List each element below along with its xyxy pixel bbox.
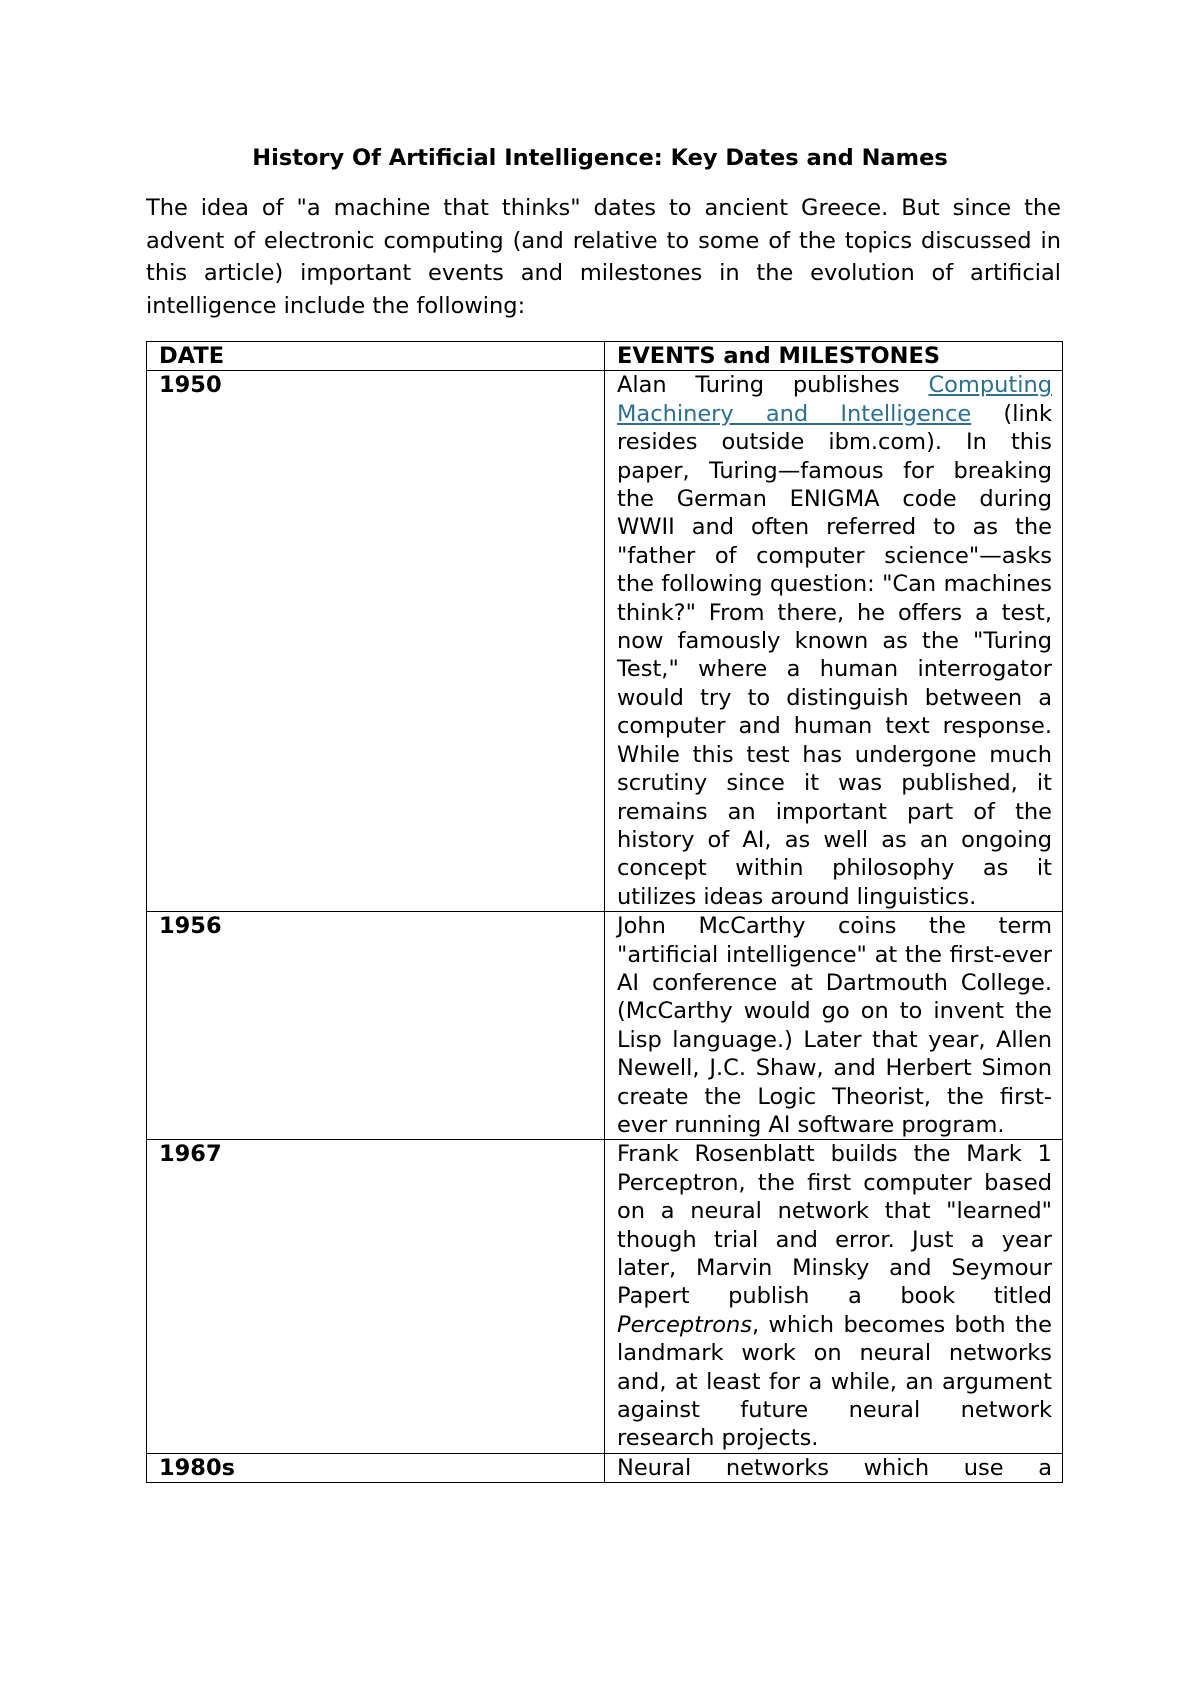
- table-row: [147, 371, 1063, 912]
- document-title: History Of Artificial Intelligence: Key Dates and Names: [252, 145, 948, 171]
- intro-paragraph: The idea of "a machine that thinks" dates to ancient Greece. But since the advent of electronic computing (and relative to some of the topics discussed in this article) important events and milestones in the evolution of artificial intelligence include the following:: [146, 195, 1061, 319]
- row-date: 1980s: [147, 1453, 605, 1482]
- event-text: Frank Rosenblatt builds the Mark 1 Perceptron, the first computer based on a neural network that "learned" though trial and error. Just a year later, Marvin Minsky and Seymour Papert publish a book titled: [617, 1141, 1052, 1310]
- header-date: DATE: [147, 342, 605, 371]
- table-row: [147, 1140, 1063, 1453]
- row-event: John McCarthy coins the term "artificial intelligence" at the first-ever AI conference at Dartmouth College. (McCarthy would go on to invent the Lisp language.) Later that year, Allen Newell, J.C. Shaw, and Herbert Simon create the Logic Theorist, the first-ever running AI software program.: [605, 912, 1063, 1140]
- events-table: [146, 341, 1063, 1483]
- table-row: [147, 1453, 1063, 1482]
- row-event: Neural networks which use a: [605, 1453, 1063, 1482]
- event-text: (link resides outside ibm.com). In this paper, Turing—famous for breaking the German ENIGMA code during WWII and often referred to as the "father of computer science"—asks the following question: "Can machines think?" From there, he offers a test, now famously known as the "Turing Test," where a human interrogator would try to distinguish between a computer and human text response. While this test has undergone much scrutiny since it was published, it remains an important part of the history of AI, as well as an ongoing concept within philosophy as it utilizes ideas around linguistics.: [617, 400, 1052, 910]
- table-header-row: [147, 342, 1063, 371]
- paper-link[interactable]: Computing Machinery and Intelligence: [617, 372, 1052, 427]
- row-date: 1950: [147, 371, 605, 912]
- row-event: [605, 1140, 1063, 1453]
- row-date: 1956: [147, 912, 605, 1140]
- row-date: 1967: [147, 1140, 605, 1453]
- event-text: Alan Turing publishes: [617, 372, 929, 399]
- book-title: Perceptrons: [617, 1311, 752, 1338]
- event-text: , which becomes both the landmark work on neural networks and, at least for a while, an argument against future neural network research projects.: [617, 1311, 1052, 1452]
- table-row: [147, 912, 1063, 1140]
- row-event: [605, 371, 1063, 912]
- header-events: EVENTS and MILESTONES: [605, 342, 1063, 371]
